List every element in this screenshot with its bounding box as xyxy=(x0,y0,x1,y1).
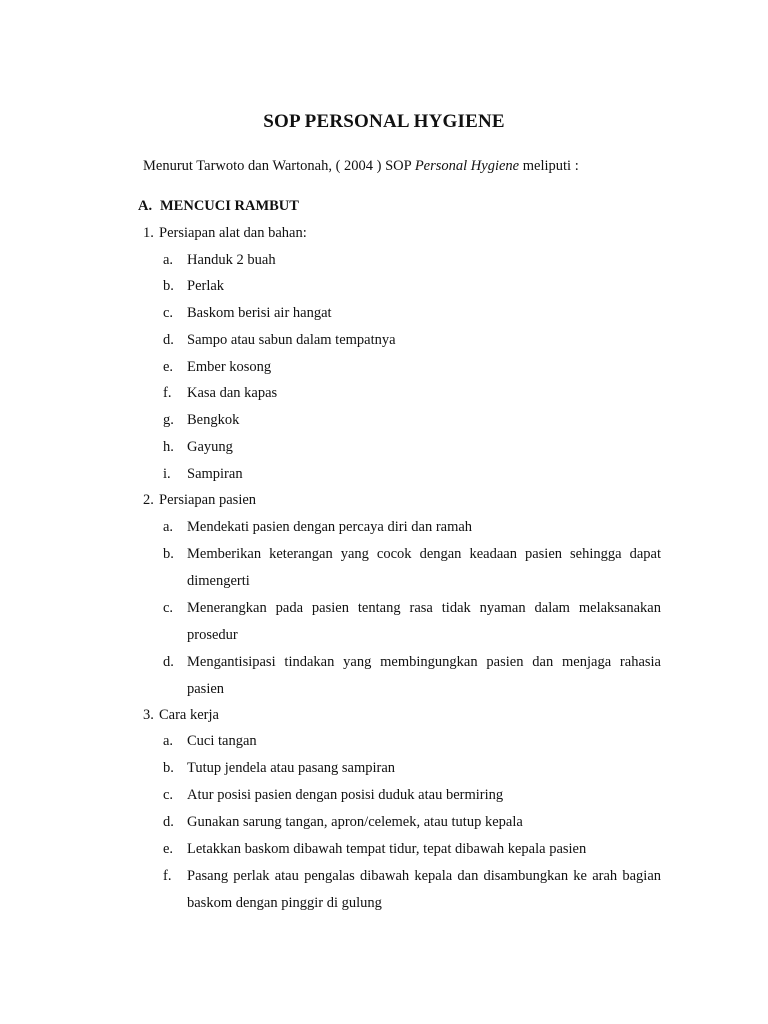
item-text: Menerangkan pada pasien tentang rasa tidak nyaman dalam melaksanakan prosedur xyxy=(187,600,661,643)
item-text: Bengkok xyxy=(187,412,240,428)
step-heading xyxy=(143,708,219,723)
item-text: Memberikan keterangan yang cocok dengan keadaan pasien sehingga dapat dimengerti xyxy=(187,546,661,589)
step-heading xyxy=(143,493,256,508)
step-label: Cara kerja xyxy=(159,707,219,723)
list-item xyxy=(163,761,661,776)
document-title: SOP PERSONAL HYGIENE xyxy=(263,111,505,132)
item-letter: c. xyxy=(163,600,174,616)
item-text: Sampo atau sabun dalam tempatnya xyxy=(187,332,396,348)
item-letter: f. xyxy=(163,385,172,401)
list-item xyxy=(163,788,661,803)
item-letter: e. xyxy=(163,359,174,375)
step-label: Persiapan alat dan bahan: xyxy=(159,225,307,241)
section-letter: A. xyxy=(138,198,153,214)
list-item xyxy=(163,815,661,830)
list-item xyxy=(163,842,661,857)
list-item xyxy=(163,386,661,401)
list-item xyxy=(163,655,661,703)
list-item xyxy=(163,734,661,749)
list-item xyxy=(163,467,661,482)
item-letter: e. xyxy=(163,841,174,857)
item-text: Sampiran xyxy=(187,466,243,482)
item-letter: d. xyxy=(163,332,174,348)
item-letter: d. xyxy=(163,814,174,830)
item-text: Baskom berisi air hangat xyxy=(187,305,332,321)
item-text: Gunakan sarung tangan, apron/celemek, atau tutup kepala xyxy=(187,814,523,830)
intro-paragraph xyxy=(143,159,579,174)
list-item xyxy=(163,333,661,348)
list-item xyxy=(163,547,661,595)
item-text: Mengantisipasi tindakan yang membingungkan pasien dan menjaga rahasia pasien xyxy=(187,654,661,697)
list-item xyxy=(163,601,661,649)
item-text: Mendekati pasien dengan percaya diri dan ramah xyxy=(187,519,473,535)
item-letter: c. xyxy=(163,787,174,803)
item-text: Atur posisi pasien dengan posisi duduk atau bermiring xyxy=(187,787,504,803)
step-number: 2. xyxy=(143,492,154,508)
item-text: Letakkan baskom dibawah tempat tidur, tepat dibawah kepala pasien xyxy=(187,841,587,857)
section-title: MENCUCI RAMBUT xyxy=(160,198,299,214)
item-letter: g. xyxy=(163,412,174,428)
item-text: Gayung xyxy=(187,439,233,455)
intro-prefix: Menurut Tarwoto dan Wartonah, ( 2004 ) SOP xyxy=(143,158,415,174)
item-text: Cuci tangan xyxy=(187,733,257,749)
item-text: Pasang perlak atau pengalas dibawah kepala dan disambungkan ke arah bagian baskom dengan pinggir di gulung xyxy=(187,868,661,911)
item-text: Tutup jendela atau pasang sampiran xyxy=(187,760,396,776)
item-letter: c. xyxy=(163,305,174,321)
item-letter: i. xyxy=(163,466,171,482)
list-item xyxy=(163,520,661,535)
list-item xyxy=(163,279,661,294)
item-letter: d. xyxy=(163,654,174,670)
item-text: Handuk 2 buah xyxy=(187,252,276,268)
item-letter: f. xyxy=(163,868,172,884)
step-number: 1. xyxy=(143,225,154,241)
item-letter: a. xyxy=(163,733,174,749)
item-letter: a. xyxy=(163,252,174,268)
list-item xyxy=(163,413,661,428)
item-letter: h. xyxy=(163,439,174,455)
item-letter: b. xyxy=(163,760,174,776)
step-heading xyxy=(143,226,307,241)
list-item xyxy=(163,869,661,917)
item-text: Kasa dan kapas xyxy=(187,385,278,401)
intro-suffix: meliputi : xyxy=(519,158,579,174)
section-heading xyxy=(138,199,299,214)
item-text: Ember kosong xyxy=(187,359,272,375)
item-letter: b. xyxy=(163,546,174,562)
list-item xyxy=(163,440,661,455)
step-number: 3. xyxy=(143,707,154,723)
item-letter: a. xyxy=(163,519,174,535)
list-item xyxy=(163,253,661,268)
item-letter: b. xyxy=(163,278,174,294)
intro-italic: Personal Hygiene xyxy=(414,158,520,174)
list-item xyxy=(163,306,661,321)
step-label: Persiapan pasien xyxy=(159,492,257,508)
list-item xyxy=(163,360,661,375)
item-text: Perlak xyxy=(187,278,225,294)
